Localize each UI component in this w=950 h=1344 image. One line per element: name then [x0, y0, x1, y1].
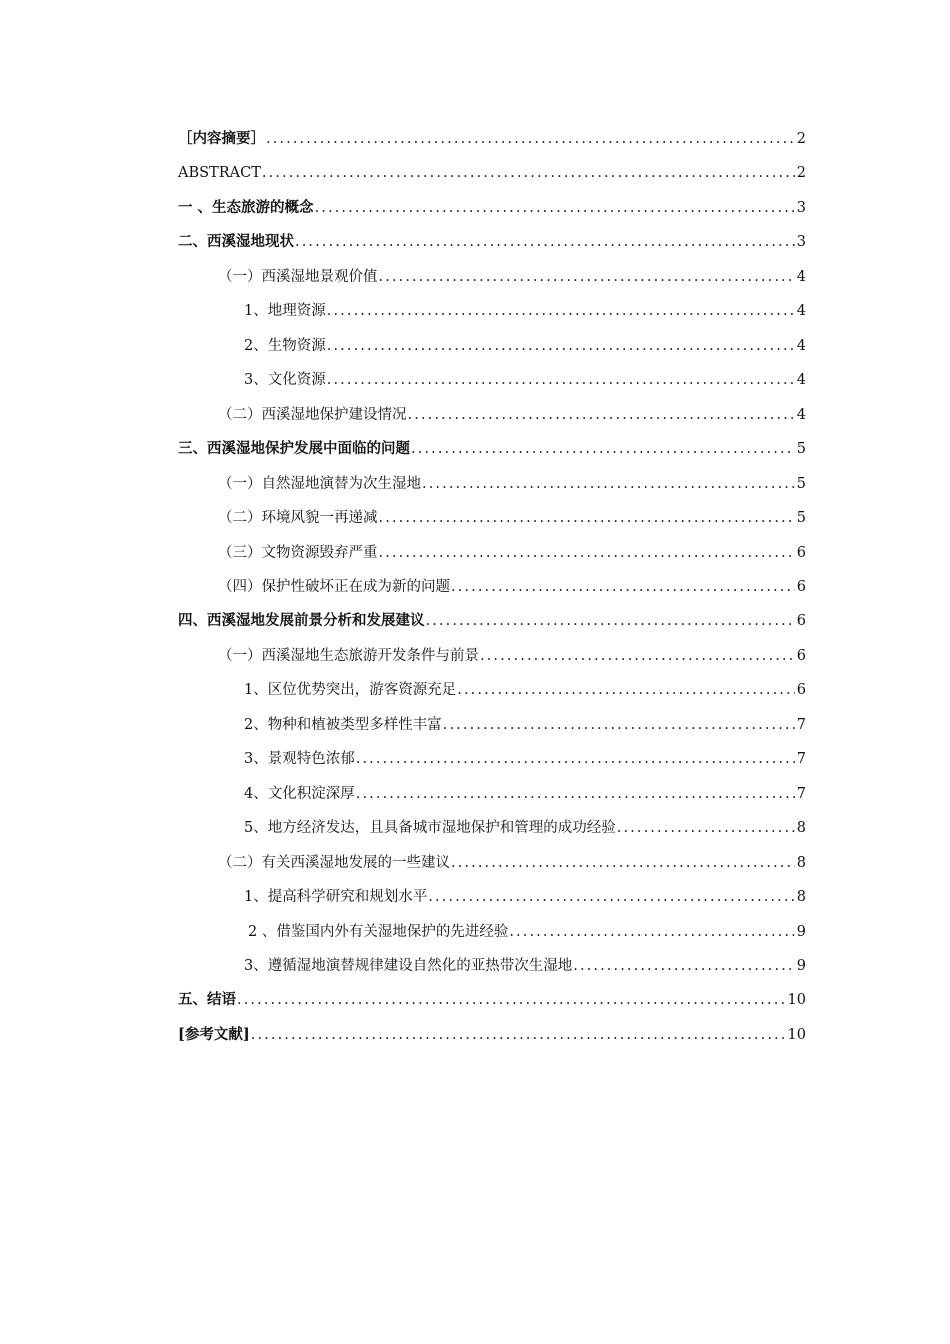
- toc-dot-leader: [251, 1023, 786, 1047]
- toc-dot-leader: [457, 678, 795, 702]
- toc-entry-title: 3、文化资源: [244, 372, 326, 388]
- toc-dot-leader: [422, 472, 795, 496]
- toc-dot-leader: [408, 403, 795, 427]
- toc-entry-title: （二）有关西溪湿地发展的一些建议: [218, 855, 450, 871]
- toc-page-number: 9: [796, 924, 806, 940]
- toc-entry-chapter-2[interactable]: [178, 230, 806, 254]
- toc-entry-title: （二）西溪湿地保护建设情况: [218, 407, 407, 423]
- toc-dot-leader: [327, 334, 795, 358]
- toc-entry-title: （二）环境风貌一再递减: [218, 510, 378, 526]
- toc-dot-leader: [379, 506, 795, 530]
- toc-page-number: 4: [796, 269, 806, 285]
- toc-entry-title: 2、物种和植被类型多样性丰富: [244, 717, 442, 733]
- toc-page-number: 5: [796, 510, 806, 526]
- toc-entry-title: 5、地方经济发达，且具备城市湿地保护和管理的成功经验: [244, 820, 616, 836]
- toc-dot-leader: [379, 265, 795, 289]
- toc-entry-subsection[interactable]: [178, 368, 806, 392]
- toc-page-number: 3: [796, 234, 806, 250]
- toc-entry-title: 二、西溪湿地现状: [178, 233, 294, 250]
- toc-dot-leader: [573, 954, 795, 978]
- toc-entry-chapter-1[interactable]: [178, 196, 806, 220]
- toc-entry-title: 四、西溪湿地发展前景分析和发展建议: [178, 612, 425, 629]
- toc-entry-title: ［内容摘要］: [178, 130, 265, 147]
- toc-entry-section[interactable]: [178, 644, 806, 668]
- toc-dot-leader: [327, 368, 795, 392]
- toc-entry-subsection[interactable]: [178, 747, 806, 771]
- toc-page-number: 10: [787, 1027, 806, 1043]
- toc-entry-title: （三）文物资源毁弃严重: [218, 545, 378, 561]
- toc-entry-subsection[interactable]: [178, 713, 806, 737]
- toc-entry-section[interactable]: [178, 472, 806, 496]
- toc-entry-section[interactable]: [178, 506, 806, 530]
- toc-dot-leader: [327, 299, 795, 323]
- toc-page-number: 4: [796, 338, 806, 354]
- toc-entry-title: [参考文献]: [178, 1026, 250, 1043]
- toc-page-number: 6: [796, 579, 806, 595]
- toc-page-number: 7: [796, 751, 806, 767]
- toc-dot-leader: [356, 782, 795, 806]
- toc-entry-section[interactable]: [178, 265, 806, 289]
- toc-entry-title: 一 、生态旅游的概念: [178, 199, 314, 216]
- toc-page-number: 2: [796, 165, 806, 181]
- toc-entry-subsection[interactable]: [178, 885, 806, 909]
- toc-entry-chapter-3[interactable]: [178, 437, 806, 461]
- toc-page-number: 4: [796, 372, 806, 388]
- toc-entry-title: 1、提高科学研究和规划水平: [244, 889, 428, 905]
- toc-entry-subsection[interactable]: [178, 816, 806, 840]
- toc-entry-chapter-5[interactable]: [178, 988, 806, 1012]
- toc-page-number: 9: [796, 958, 806, 974]
- toc-dot-leader: [428, 885, 795, 909]
- toc-entry-chapter-4[interactable]: [178, 609, 806, 633]
- toc-entry-title: ABSTRACT: [178, 165, 261, 181]
- toc-entry-title: （一）西溪湿地生态旅游开发条件与前景: [218, 648, 479, 664]
- toc-entry-title: 1、地理资源: [244, 303, 326, 319]
- toc-entry-title: 2 、借鉴国内外有关湿地保护的先进经验: [248, 924, 509, 940]
- toc-page-number: 5: [796, 476, 806, 492]
- toc-dot-leader: [315, 196, 795, 220]
- toc-page-number: 4: [796, 407, 806, 423]
- toc-dot-leader: [426, 609, 795, 633]
- toc-page-number: 7: [796, 786, 806, 802]
- toc-entry-title: （一）西溪湿地景观价值: [218, 269, 378, 285]
- toc-page-number: 10: [787, 992, 806, 1008]
- toc-entry-abstract-cn[interactable]: [178, 127, 806, 151]
- toc-entry-section[interactable]: [178, 575, 806, 599]
- toc-entry-title: （一）自然湿地演替为次生湿地: [218, 476, 421, 492]
- toc-entry-subsection[interactable]: [178, 920, 806, 944]
- toc-entry-subsection[interactable]: [178, 954, 806, 978]
- toc-dot-leader: [480, 644, 795, 668]
- toc-dot-leader: [356, 747, 795, 771]
- toc-dot-leader: [262, 161, 795, 185]
- toc-dot-leader: [451, 575, 795, 599]
- toc-entry-title: 五、结语: [178, 991, 236, 1008]
- toc-entry-subsection[interactable]: [178, 678, 806, 702]
- toc-entry-subsection[interactable]: [178, 782, 806, 806]
- toc-entry-section[interactable]: [178, 541, 806, 565]
- toc-entry-abstract-en[interactable]: [178, 161, 806, 185]
- toc-page-number: 6: [796, 613, 806, 629]
- toc-page-number: 6: [796, 648, 806, 664]
- toc-dot-leader: [411, 437, 795, 461]
- toc-page-number: 2: [796, 131, 806, 147]
- toc-dot-leader: [509, 920, 794, 944]
- toc-dot-leader: [617, 816, 795, 840]
- toc-entry-section[interactable]: [178, 851, 806, 875]
- toc-dot-leader: [266, 127, 795, 151]
- toc-entry-section[interactable]: [178, 403, 806, 427]
- toc-dot-leader: [451, 851, 795, 875]
- toc-page-number: 8: [796, 820, 806, 836]
- toc-entry-title: 3、景观特色浓郁: [244, 751, 355, 767]
- toc-entry-title: （四）保护性破坏正在成为新的问题: [218, 579, 450, 595]
- toc-page-number: 6: [796, 545, 806, 561]
- toc-dot-leader: [443, 713, 795, 737]
- toc-entry-title: 4、文化积淀深厚: [244, 786, 355, 802]
- toc-entry-title: 3、遵循湿地演替规律建设自然化的亚热带次生湿地: [244, 958, 573, 974]
- toc-page-number: 7: [796, 717, 806, 733]
- toc-dot-leader: [295, 230, 795, 254]
- toc-page-number: 8: [796, 889, 806, 905]
- toc-entry-title: 2、生物资源: [244, 338, 326, 354]
- toc-dot-leader: [379, 541, 795, 565]
- toc-page-number: 8: [796, 855, 806, 871]
- toc-page-number: 4: [796, 303, 806, 319]
- toc-entry-title: 三、西溪湿地保护发展中面临的问题: [178, 440, 410, 457]
- toc-page-number: 3: [796, 200, 806, 216]
- toc-entry-subsection[interactable]: [178, 334, 806, 358]
- toc-entry-subsection[interactable]: [178, 299, 806, 323]
- toc-page-number: 6: [796, 682, 806, 698]
- toc-entry-title: 1、区位优势突出，游客资源充足: [244, 682, 457, 698]
- toc-page-number: 5: [796, 441, 806, 457]
- toc-dot-leader: [237, 988, 786, 1012]
- toc-entry-references[interactable]: [178, 1023, 806, 1047]
